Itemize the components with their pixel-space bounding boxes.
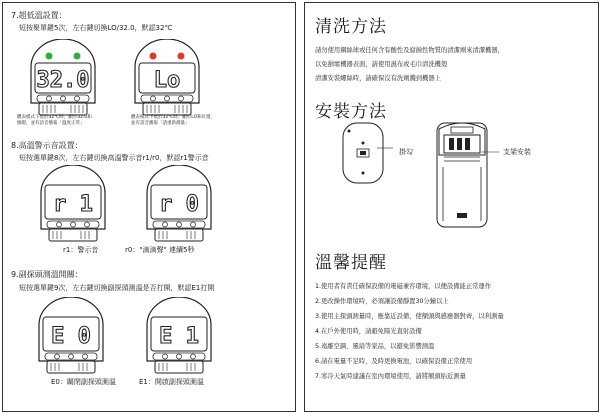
tip-3: 3.使用主探頭測量時，應靠近設備，使額頭與感應器對齊，以利測量	[315, 313, 504, 320]
s7-meter2-display: Lo	[153, 68, 181, 93]
tip-1: 1.使用者有責任確保設備的電磁兼容環境，以便設備能正常運作	[315, 283, 492, 290]
indicator-light-left	[46, 53, 53, 60]
indicator-light-right	[178, 53, 185, 60]
s9-desc: 短按選單鍵9次，左右鍵切換副探頭測溫是否打開，默認E1打開	[19, 284, 215, 292]
s7-meter-low	[129, 39, 205, 119]
s7-title: 7.超低溫設置：	[11, 11, 67, 20]
tip-6: 6.請在電量不足時，及時更換電池，以確保設備正常使用	[315, 358, 473, 365]
s9-caption-1: E0：關閉副探頭測溫	[51, 378, 116, 386]
device-on-bracket-icon	[437, 123, 499, 227]
bracket-label: 支架安裝	[503, 148, 531, 156]
s9-meter2-display: E 1	[159, 324, 199, 349]
s8-desc: 短按選單鍵8次，左右鍵切換高溫警示音r1/r0，默認r1警示音	[19, 154, 209, 162]
clean-line-2: 以免損壞機器表面，請使用濕布或毛巾清洗機殼	[315, 61, 448, 68]
tip-4: 4.在戶外使用時，請避免陽光直射設備	[315, 328, 422, 335]
hook-label: 掛勾	[399, 148, 413, 156]
clean-line-1: 請勿使用鋼絲球或任何含有酸性及腐蝕性物質的清潔劑來清潔機器，	[315, 47, 504, 54]
tips-title: 溫馨提醒	[315, 253, 387, 273]
s7-caption-1: 體表模式下低於32℃時，顯示32.0和 綠燈，並有語音播報「溫度正常」	[17, 115, 92, 126]
s8-meter-r0	[141, 165, 217, 245]
clean-line-3: 清潔安裝螺絲時，請確保沒有洗劑濺到機器上	[315, 75, 441, 82]
s7-meter1-display: 32.0	[36, 68, 90, 93]
s8-meter1-display: r 1	[53, 192, 93, 217]
s9-meter-e0	[33, 297, 109, 377]
tip-2: 2.更改操作環境時，必須讓設備靜置30分鐘以上	[315, 298, 449, 305]
s7-desc: 短按聚單鍵5次，左右鍵切換LO/32.0，默認32℃	[19, 24, 173, 32]
tip-5: 5.遠離空調、風扇等家品，以避免影響測溫	[315, 343, 435, 350]
tip-7: 7.寒冷天氣時建議在室內環境使用，請將額頭貼近測量	[315, 373, 466, 380]
right-page	[304, 2, 599, 412]
left-page	[2, 2, 296, 412]
s9-meter-e1	[141, 297, 217, 377]
s8-caption-2: r0："滴滴聲" 連續5秒	[125, 246, 195, 254]
s7-caption-2: 體表模式下低於32℃時，顯示LO和紅燈， 並有語音播報「請重新測量」	[131, 115, 216, 126]
install-illustration	[331, 121, 566, 229]
s9-title: 9.副探頭測溫開關：	[11, 270, 83, 279]
indicator-light-right	[74, 53, 81, 60]
s8-title: 8.高溫警示音設置：	[11, 141, 83, 150]
install-title: 安裝方法	[315, 102, 387, 122]
s8-meter2-display: r 0	[159, 192, 199, 217]
wall-plate-icon	[343, 123, 393, 183]
s8-caption-1: r1：警示音	[63, 246, 99, 254]
s8-meter-r1	[35, 165, 111, 245]
clean-title: 清洗方法	[315, 17, 387, 37]
s7-meter-normal	[25, 39, 101, 119]
s9-caption-2: E1：開啟副探頭測溫	[139, 378, 204, 386]
indicator-light-left	[150, 53, 157, 60]
s9-meter1-display: E 0	[51, 324, 91, 349]
